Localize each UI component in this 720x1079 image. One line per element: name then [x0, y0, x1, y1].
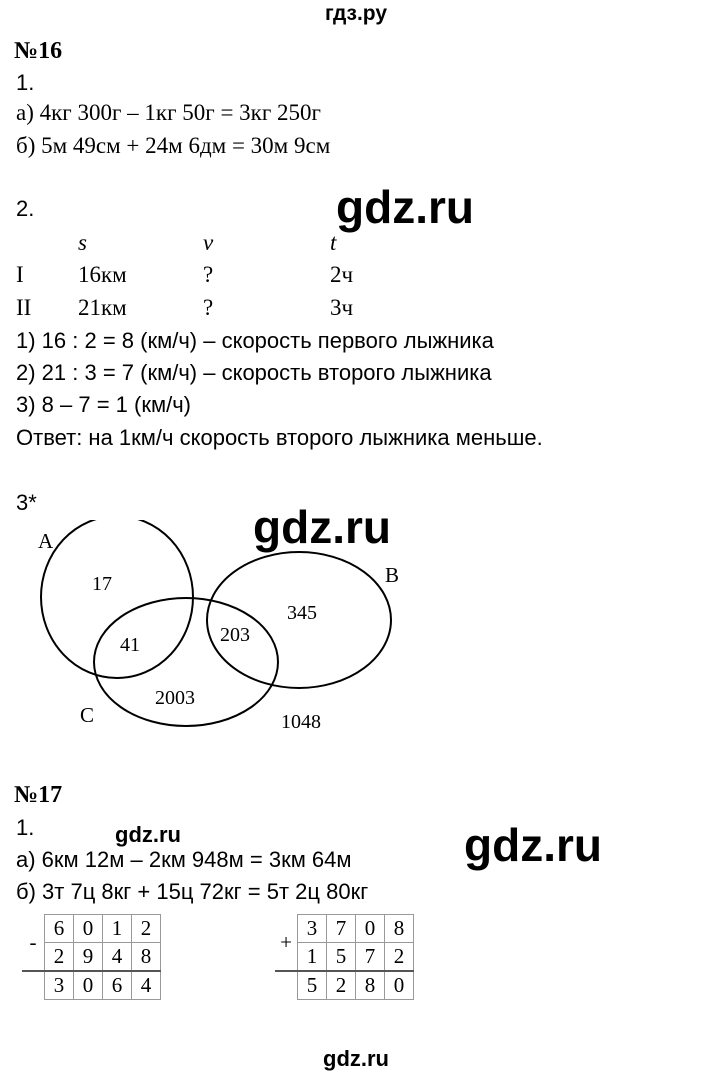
header-v: v [203, 230, 214, 255]
digit: 5 [327, 943, 356, 972]
watermark: gdz.ru [115, 822, 181, 847]
region-a-only: 17 [92, 573, 112, 595]
digit: 0 [74, 915, 103, 943]
region-outside: 1048 [281, 711, 321, 733]
subtraction-table [22, 914, 161, 1000]
digit: 8 [132, 943, 161, 972]
row-2-t: 3ч [330, 295, 354, 320]
task-16-title: №16 [14, 38, 63, 64]
digit: 1 [298, 943, 327, 972]
equation-17-a: а) 6км 12м – 2км 948м = 3км 64м [16, 847, 352, 872]
step-1: 1) 16 : 2 = 8 (км/ч) – скорость первого лыжника [16, 328, 494, 353]
equation-17-b: б) 3т 7ц 8кг + 15ц 72кг = 5т 2ц 80кг [16, 879, 369, 904]
equation-a: а) 4кг 300г – 1кг 50г = 3кг 250г [16, 100, 321, 125]
digit: 0 [74, 971, 103, 1000]
digit: 4 [132, 971, 161, 1000]
addition-table [275, 914, 414, 1000]
site-header: гдз.ру [325, 2, 388, 25]
digit: 5 [298, 971, 327, 1000]
task-17-title: №17 [14, 782, 63, 808]
digit: 9 [74, 943, 103, 972]
step-2: 2) 21 : 3 = 7 (км/ч) – скорость второго лыжника [16, 360, 492, 385]
plus-sign: + [280, 929, 292, 954]
digit: 2 [327, 971, 356, 1000]
minus-sign: - [29, 929, 37, 954]
digit: 3 [45, 971, 74, 1000]
part-1-label-17: 1. [16, 815, 35, 840]
region-c-only: 2003 [155, 687, 195, 709]
part-3-label: 3* [16, 490, 37, 515]
row-2-s: 21км [78, 295, 127, 320]
header-t: t [330, 230, 337, 255]
set-c-label: C [80, 703, 95, 727]
equation-b: б) 5м 49см + 24м 6дм = 30м 9см [16, 133, 331, 158]
region-b-only: 345 [287, 602, 317, 624]
part-1-label: 1. [16, 70, 35, 95]
digit: 0 [356, 915, 385, 943]
part-2-label: 2. [16, 196, 35, 221]
row-1-name: I [16, 262, 24, 287]
watermark: gdz.ru [464, 819, 602, 871]
row-2-name: II [16, 295, 32, 320]
row-1-s: 16км [78, 262, 127, 287]
digit: 2 [45, 943, 74, 972]
digit: 4 [103, 943, 132, 972]
digit: 6 [103, 971, 132, 1000]
digit: 2 [385, 943, 414, 972]
row-1-t: 2ч [330, 262, 354, 287]
site-footer: gdz.ru [323, 1046, 389, 1071]
digit: 7 [327, 915, 356, 943]
region-b-c: 203 [220, 624, 250, 646]
venn-diagram [0, 520, 720, 760]
header-s: s [78, 230, 87, 255]
digit: 1 [103, 915, 132, 943]
region-a-c: 41 [120, 634, 140, 656]
digit: 3 [298, 915, 327, 943]
row-1-v: ? [203, 262, 214, 287]
step-3: 3) 8 – 7 = 1 (км/ч) [16, 392, 192, 417]
digit: 8 [385, 915, 414, 943]
watermark: gdz.ru [336, 181, 474, 233]
digit: 0 [385, 971, 414, 1000]
set-a-label: A [38, 529, 54, 553]
row-2-v: ? [203, 295, 214, 320]
digit: 2 [132, 915, 161, 943]
digit: 7 [356, 943, 385, 972]
watermark: gdz.ru [253, 501, 391, 553]
answer: Ответ: на 1км/ч скорость второго лыжника меньше. [16, 425, 543, 450]
set-b-label: B [385, 563, 400, 587]
digit: 8 [356, 971, 385, 1000]
digit: 6 [45, 915, 74, 943]
